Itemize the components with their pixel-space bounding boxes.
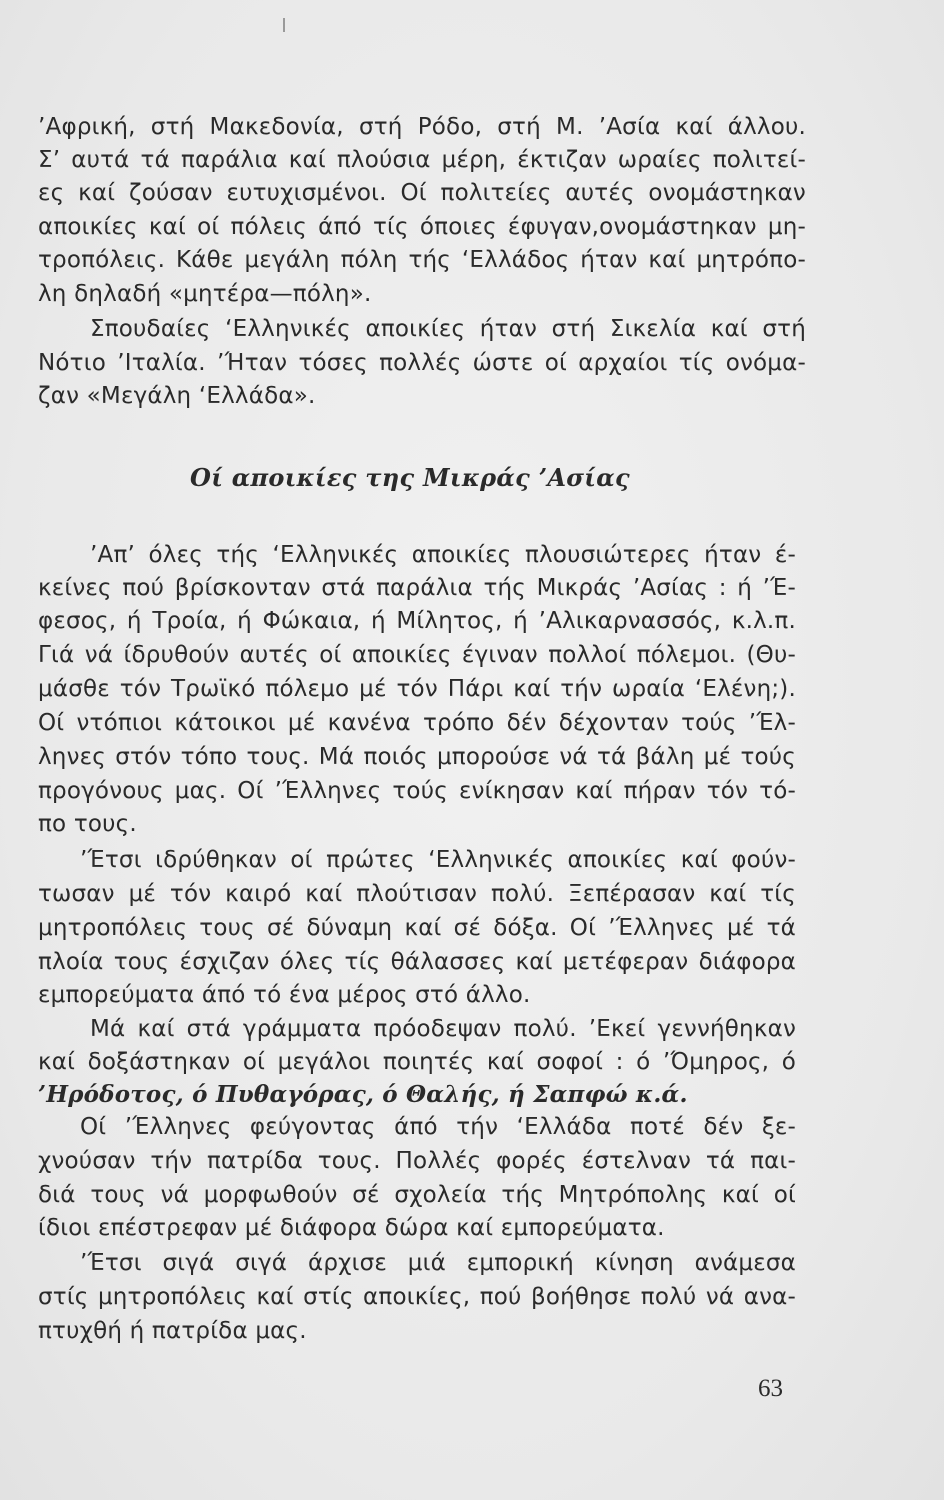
text-line: ’Έτσι σιγά σιγά άρχισε μιά εμπορική κίνηση ανάμεσα — [80, 1250, 796, 1276]
text-line: Μά καί στά γράμματα πρόοδεψαν πολύ. ’Εκεί γεννήθηκαν — [90, 1016, 796, 1042]
text-line: ληνες στόν τόπο τους. Μά ποιός μπορούσε νά τά βάλη μέ τούς — [38, 744, 796, 770]
text-line: φεσος, ή Τροία, ή Φώκαια, ή Μίλητος, ή ’Αλικαρνασσός, κ.λ.π. — [38, 608, 796, 634]
text-line: τροπόλεις. Κάθε μεγάλη πόλη τής ‘Ελλάδος ήταν καί μητρόπο- — [38, 247, 806, 273]
scan-mark — [283, 18, 285, 32]
text-line: τωσαν μέ τόν καιρό καί πλούτισαν πολύ. Ξεπέρασαν καί τίς — [38, 881, 796, 907]
text-line: ες καί ζούσαν ευτυχισμένοι. Οί πολιτείες αυτές ονομάστηκαν — [38, 180, 806, 206]
text-line: λη δηλαδή «μητέρα—πόλη». — [38, 281, 372, 307]
text-line: ’Αφρική, στή Μακεδονία, στή Ρόδο, στή Μ. ’Ασία καί άλλου. — [38, 114, 806, 140]
page-number: 63 — [758, 1375, 783, 1402]
text-line: πο τους. — [38, 811, 137, 837]
text-line: καί δοξάστηκαν οί μεγάλοι ποιητές καί σοφοί : ό ’Όμηρος, ό — [38, 1049, 796, 1075]
text-line: πλοία τους έσχιζαν όλες τίς θάλασσες καί μετέφεραν διάφορα — [38, 949, 796, 975]
section-heading: Οί αποικίες της Μικράς ’Ασίας — [190, 463, 630, 492]
text-line: Οί ντόπιοι κάτοικοι μέ κανένα τρόπο δέν δέχονταν τούς ’Έλ- — [38, 710, 796, 736]
text-line: Οί ’Έλληνες φεύγοντας άπό τήν ‘Ελλάδα ποτέ δέν ξε- — [80, 1114, 796, 1140]
text-line: ’Έτσι ιδρύθηκαν οί πρώτες ‘Ελληνικές αποικίες καί φούν- — [80, 847, 796, 873]
text-line: αποικίες καί οί πόλεις άπό τίς όποιες έφυγαν,ονομάστηκαν μη- — [38, 214, 806, 240]
text-line: στίς μητροπόλεις καί στίς αποικίες, πού βοήθησε πολύ νά ανα- — [38, 1284, 796, 1310]
text-line: κείνες πού βρίσκονταν στά παράλια τής Μικράς ’Ασίας : ή ’Έ- — [38, 575, 796, 601]
text-line: χνούσαν τήν πατρίδα τους. Πολλές φορές έστελναν τά παι- — [38, 1148, 796, 1174]
text-line: μάσθε τόν Τρωϊκό πόλεμο μέ τόν Πάρι καί τήν ωραία ‘Ελένη;). — [38, 676, 796, 702]
text-line: διά τους νά μορφωθούν σέ σχολεία τής Μητρόπολης καί οί — [38, 1182, 796, 1208]
text-line: Νότιο ’Ιταλία. ’Ήταν τόσες πολλές ώστε οί αρχαίοι τίς ονόμα- — [38, 350, 806, 376]
text-line: μητροπόλεις τους σέ δύναμη καί σέ δόξα. Οί ’Έλληνες μέ τά — [38, 915, 796, 941]
text-line: εμπορεύματα άπό τό ένα μέρος στό άλλο. — [38, 982, 531, 1008]
text-line: Γιά νά ίδρυθούν αυτές οί αποικίες έγιναν πολλοί πόλεμοι. (Θυ- — [38, 642, 796, 668]
text-line: ίδιοι επέστρεφαν μέ διάφορα δώρα καί εμπορεύματα. — [38, 1215, 665, 1241]
text-line: ’Απ’ όλες τής ‘Ελληνικές αποικίες πλουσιώτερες ήταν έ- — [90, 542, 796, 568]
text-line: ζαν «Μεγάλη ‘Ελλάδα». — [38, 383, 316, 409]
text-line: πτυχθή ή πατρίδα μας. — [38, 1318, 307, 1344]
text-line: Σπουδαίες ‘Ελληνικές αποικίες ήταν στή Σικελία καί στή — [90, 316, 806, 342]
text-line: ’Ηρόδοτος, ό Πυθαγόρας, ό Θαλής, ή Σαπφώ κ.ά. — [38, 1081, 688, 1108]
text-line: προγόνους μας. Οί ’Έλληνες τούς ενίκησαν καί πήραν τόν τό- — [38, 778, 796, 804]
text-line: Σ’ αυτά τά παράλια καί πλούσια μέρη, έκτιζαν ωραίες πολιτεί- — [38, 147, 806, 173]
